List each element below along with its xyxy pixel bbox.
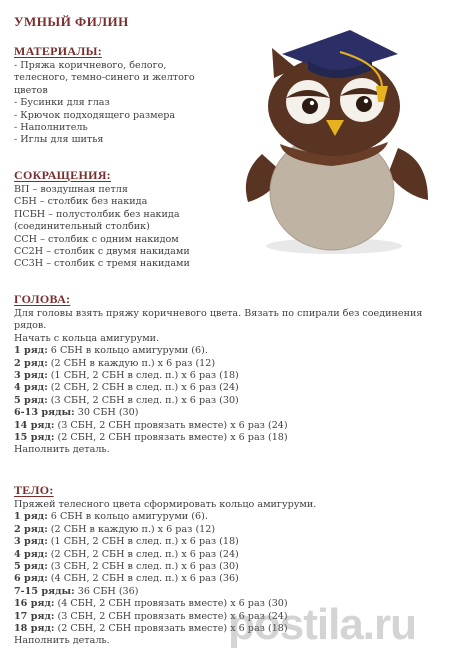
list-item: - Крючок подходящего размера [14, 109, 176, 121]
list-item: ПСБН – полустолбик без накида [14, 208, 180, 220]
table-row [14, 536, 444, 548]
table-row [14, 549, 444, 561]
row-label: 4 ряд: [14, 382, 48, 394]
materials-section [14, 44, 214, 147]
row-label: 5 ряд: [14, 394, 48, 406]
row-text: 6 СБН в кольцо амигуруми (6). [47, 345, 208, 357]
materials-heading: МАТЕРИАЛЫ: [14, 44, 102, 58]
abbreviations-heading: СОКРАЩЕНИЯ: [14, 168, 111, 182]
body-intro: Пряжей телесного цвета сформировать кольцо амигуруми. [14, 499, 317, 510]
list-item: - Иглы для шитья [14, 134, 104, 146]
head-heading: ГОЛОВА: [14, 292, 71, 306]
list-item: цветов [14, 84, 48, 96]
table-row [14, 573, 444, 585]
body-end: Наполнить деталь. [14, 635, 110, 647]
row-text: (2 СБН, 2 СБН провязать вместе) х 6 раз (18) [54, 432, 288, 444]
head-section [14, 292, 444, 457]
table-row [14, 586, 444, 598]
row-text: (4 СБН, 2 СБН провязать вместе) х 6 раз (30) [54, 598, 288, 610]
table-row [14, 432, 444, 444]
row-label: 16 ряд: [14, 598, 55, 610]
row-label: 7-15 ряды: [14, 585, 75, 597]
body-heading: ТЕЛО: [14, 483, 54, 497]
row-label: 3 ряд: [14, 370, 48, 382]
materials-list [14, 60, 214, 147]
row-text: (1 СБН, 2 СБН в след. п.) х 6 раз (18) [47, 370, 239, 382]
row-label: 4 ряд: [14, 548, 48, 560]
crochet-owl-icon [222, 24, 450, 260]
row-text: (2 СБН в каждую п.) х 6 раз (12) [47, 523, 216, 535]
row-text: (3 СБН, 2 СБН в след. п.) х 6 раз (30) [47, 561, 239, 573]
row-label: 1 ряд: [14, 345, 48, 357]
abbreviations-section [14, 168, 224, 271]
row-label: 5 ряд: [14, 561, 48, 573]
row-label: 15 ряд: [14, 432, 55, 444]
table-row [14, 345, 444, 357]
row-text: (2 СБН, 2 СБН провязать вместе) х 6 раз (18) [54, 623, 288, 635]
row-label: 3 ряд: [14, 536, 48, 548]
list-item: телесного, темно-синего и желтого [14, 72, 195, 84]
row-label: 17 ряд: [14, 610, 55, 622]
row-text: (3 СБН, 2 СБН провязать вместе) х 6 раз (24) [54, 610, 288, 622]
row-label: 2 ряд: [14, 523, 48, 535]
list-item: (соединительный столбик) [14, 221, 150, 233]
list-item: ССН – столбик с одним накидом [14, 233, 179, 245]
row-text: 36 СБН (36) [74, 585, 139, 597]
owl-photo [222, 24, 450, 260]
row-label: 2 ряд: [14, 357, 48, 369]
head-start: Начать с кольца амигуруми. [14, 332, 160, 344]
table-row [14, 395, 444, 407]
table-row [14, 524, 444, 536]
row-text: (3 СБН, 2 СБН в след. п.) х 6 раз (30) [47, 394, 239, 406]
row-label: 18 ряд: [14, 623, 55, 635]
row-text: 30 СБН (30) [74, 407, 139, 419]
list-item: СС3Н – столбик с тремя накидами [14, 258, 190, 270]
list-item: - Наполнитель [14, 122, 88, 134]
list-item: - Бусинки для глаз [14, 97, 110, 109]
row-text: (2 СБН, 2 СБН в след. п.) х 6 раз (24) [47, 548, 239, 560]
row-label: 6 ряд: [14, 573, 48, 585]
row-label: 14 ряд: [14, 419, 55, 431]
head-end: Наполнить деталь. [14, 444, 110, 456]
watermark: postila.ru [228, 600, 417, 649]
row-text: (3 СБН, 2 СБН провязать вместе) х 6 раз (24) [54, 419, 288, 431]
table-row [14, 511, 444, 523]
list-item: - Пряжа коричневого, белого, [14, 60, 167, 71]
list-item: СБН – столбик без накида [14, 196, 148, 208]
table-row [14, 370, 444, 382]
table-row [14, 561, 444, 573]
row-text: (2 СБН в каждую п.) х 6 раз (12) [47, 357, 216, 369]
table-row [14, 358, 444, 370]
row-text: (1 СБН, 2 СБН в след. п.) х 6 раз (18) [47, 536, 239, 548]
table-row [14, 420, 444, 432]
row-text: (2 СБН, 2 СБН в след. п.) х 6 раз (24) [47, 382, 239, 394]
table-row [14, 382, 444, 394]
row-label: 1 ряд: [14, 511, 48, 523]
page-title: УМНЫЙ ФИЛИН [14, 14, 129, 29]
list-item: ВП – воздушная петля [14, 184, 128, 195]
row-text: (4 СБН, 2 СБН в след. п.) х 6 раз (36) [47, 573, 239, 585]
row-text: 6 СБН в кольцо амигуруми (6). [47, 511, 208, 523]
row-label: 6-13 ряды: [14, 407, 75, 419]
list-item: СС2Н – столбик с двумя накидами [14, 246, 190, 258]
table-row [14, 407, 444, 419]
head-intro: Для головы взять пряжу коричневого цвета. Вязать по спирали без соединения рядов. [14, 308, 423, 332]
